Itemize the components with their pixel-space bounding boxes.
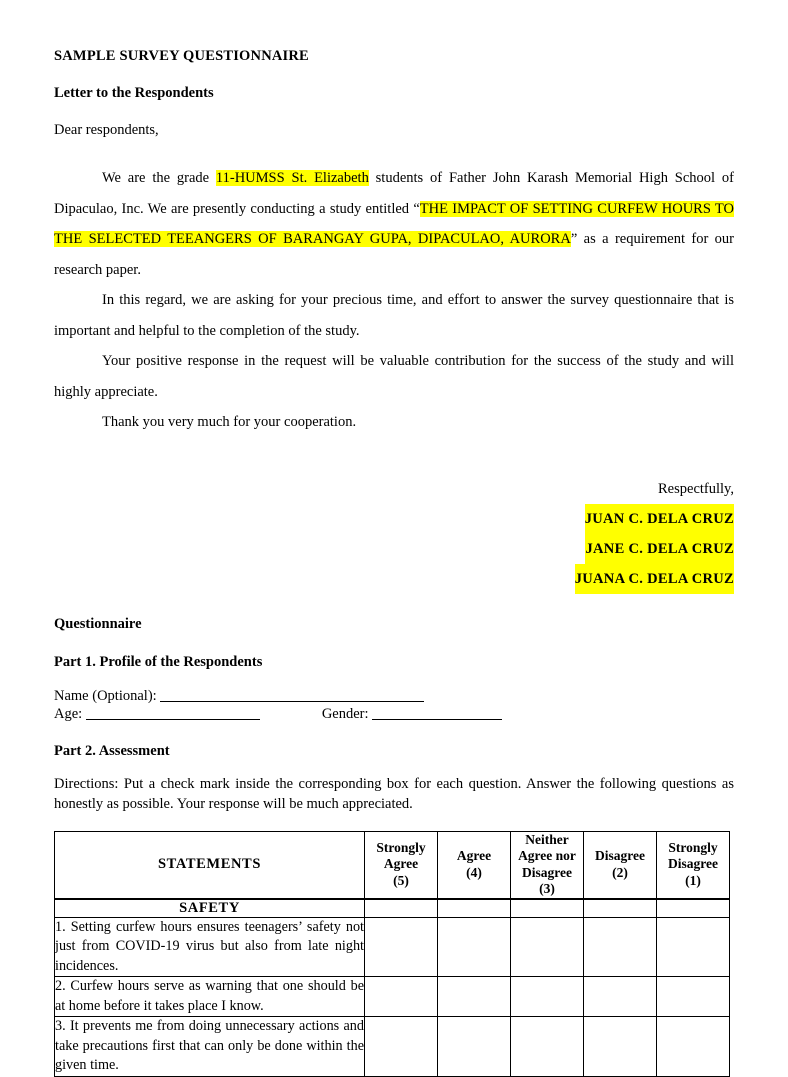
questionnaire-heading: Questionnaire [54, 615, 142, 632]
table-row [55, 977, 730, 1017]
answer-cell-1-3[interactable] [511, 917, 584, 977]
answer-cell-2-3[interactable] [511, 977, 584, 1017]
paragraph-thanks: Thank you very much for your cooperation. [102, 414, 357, 430]
signatory-name-2: JANE C. DELA CRUZ [585, 534, 734, 564]
header-agree-value: (4) [466, 864, 482, 880]
answer-cell-1-4[interactable] [438, 917, 511, 977]
header-strongly-disagree-label: Strongly Disagree [668, 839, 718, 872]
table-row [55, 917, 730, 977]
signatory-row-3 [54, 564, 734, 594]
paragraph-intro-part2: students of Father John Karash Memorial High School of Dipaculao, Inc. We are presently conducting a study entitled “ [54, 170, 734, 217]
category-label-safety: SAFETY [55, 899, 365, 918]
header-statements: STATEMENTS [55, 831, 365, 899]
category-spacer-cell-2 [438, 899, 511, 918]
assessment-table [54, 831, 730, 1077]
closing-salutation: Respectfully, [658, 480, 734, 497]
answer-cell-1-5[interactable] [365, 917, 438, 977]
gender-label: Gender: [321, 706, 369, 722]
header-neutral-label: Neither Agree nor Disagree [518, 831, 576, 880]
category-spacer-cell-1 [365, 899, 438, 918]
highlight-section: 11-HUMSS St. Elizabeth [215, 170, 369, 186]
paragraph-intro [54, 163, 734, 285]
header-agree [438, 831, 511, 899]
name-input[interactable] [160, 701, 424, 702]
answer-cell-3-3[interactable] [511, 1017, 584, 1077]
table-row [55, 1017, 730, 1077]
header-strongly-disagree-value: (1) [685, 872, 701, 888]
signatory-name-1: JUAN C. DELA CRUZ [585, 504, 734, 534]
category-spacer-cell-5 [657, 899, 730, 918]
name-label: Name (Optional): [54, 687, 157, 704]
signatory-row-2 [54, 534, 734, 564]
letter-heading: Letter to the Respondents [54, 85, 214, 101]
gender-input[interactable] [372, 719, 502, 720]
statement-text-3: 3. It prevents me from doing unnecessary actions and take precautions first that can only be done within the given time. [55, 1017, 365, 1077]
header-disagree-label: Disagree [595, 848, 645, 863]
header-disagree-value: (2) [612, 864, 628, 880]
header-strongly-agree-value: (5) [393, 872, 409, 888]
answer-cell-1-1[interactable] [657, 917, 730, 977]
header-disagree [584, 831, 657, 899]
respondent-profile-fields [54, 687, 734, 724]
header-strongly-agree-label: Strongly Agree [376, 839, 426, 872]
answer-cell-3-1[interactable] [657, 1017, 730, 1077]
answer-cell-2-2[interactable] [584, 977, 657, 1017]
paragraph-intro-part3: ” as a requirement for our research paper. [54, 231, 734, 278]
category-spacer-cell-3 [511, 899, 584, 918]
paragraph-request: In this regard, we are asking for your precious time, and effort to answer the survey questionnaire that is important and helpful to the completion of the study. [54, 292, 734, 339]
statement-text-1: 1. Setting curfew hours ensures teenagers’ safety not just from COVID-19 virus but also from late night incidences. [55, 917, 365, 977]
signatory-name-3: JUANA C. DELA CRUZ [575, 564, 734, 594]
paragraph-response: Your positive response in the request will be valuable contribution for the success of the study and will highly appreciate. [54, 353, 734, 400]
part1-heading: Part 1. Profile of the Respondents [54, 653, 263, 670]
highlight-study-title: THE IMPACT OF SETTING CURFEW HOURS TO THE SELECTED TEEANGERS OF BARANGAY GUPA, DIPACULAO, AURORA [54, 200, 734, 247]
age-label: Age: [54, 706, 83, 722]
answer-cell-3-2[interactable] [584, 1017, 657, 1077]
statement-text-2: 2. Curfew hours serve as warning that one should be at home before it takes place I know. [55, 977, 365, 1017]
paragraph-intro-part1: We are the grade [102, 170, 216, 186]
answer-cell-1-2[interactable] [584, 917, 657, 977]
answer-cell-2-5[interactable] [365, 977, 438, 1017]
age-gender-field-row [54, 705, 734, 724]
salutation: Dear respondents, [54, 122, 159, 138]
answer-cell-3-4[interactable] [438, 1017, 511, 1077]
header-strongly-agree [365, 831, 438, 899]
answer-cell-2-4[interactable] [438, 977, 511, 1017]
table-category-row [55, 899, 730, 918]
category-spacer-cell-4 [584, 899, 657, 918]
answer-cell-3-5[interactable] [365, 1017, 438, 1077]
header-neutral-value: (3) [539, 881, 555, 896]
name-field-row [54, 687, 734, 706]
header-strongly-disagree [657, 831, 730, 899]
directions-text: Directions: Put a check mark inside the corresponding box for each question. Answer the following questions as honestly as possible. Your response will be much appreciated. [54, 775, 734, 812]
answer-cell-2-1[interactable] [657, 977, 730, 1017]
header-neutral [511, 831, 584, 899]
header-agree-label: Agree [456, 848, 492, 863]
age-input[interactable] [86, 719, 260, 720]
signatory-row-1 [54, 504, 734, 534]
page-title: SAMPLE SURVEY QUESTIONNAIRE [54, 48, 309, 64]
part2-heading: Part 2. Assessment [54, 742, 170, 759]
signature-block [54, 474, 734, 594]
table-header-row [55, 831, 730, 899]
